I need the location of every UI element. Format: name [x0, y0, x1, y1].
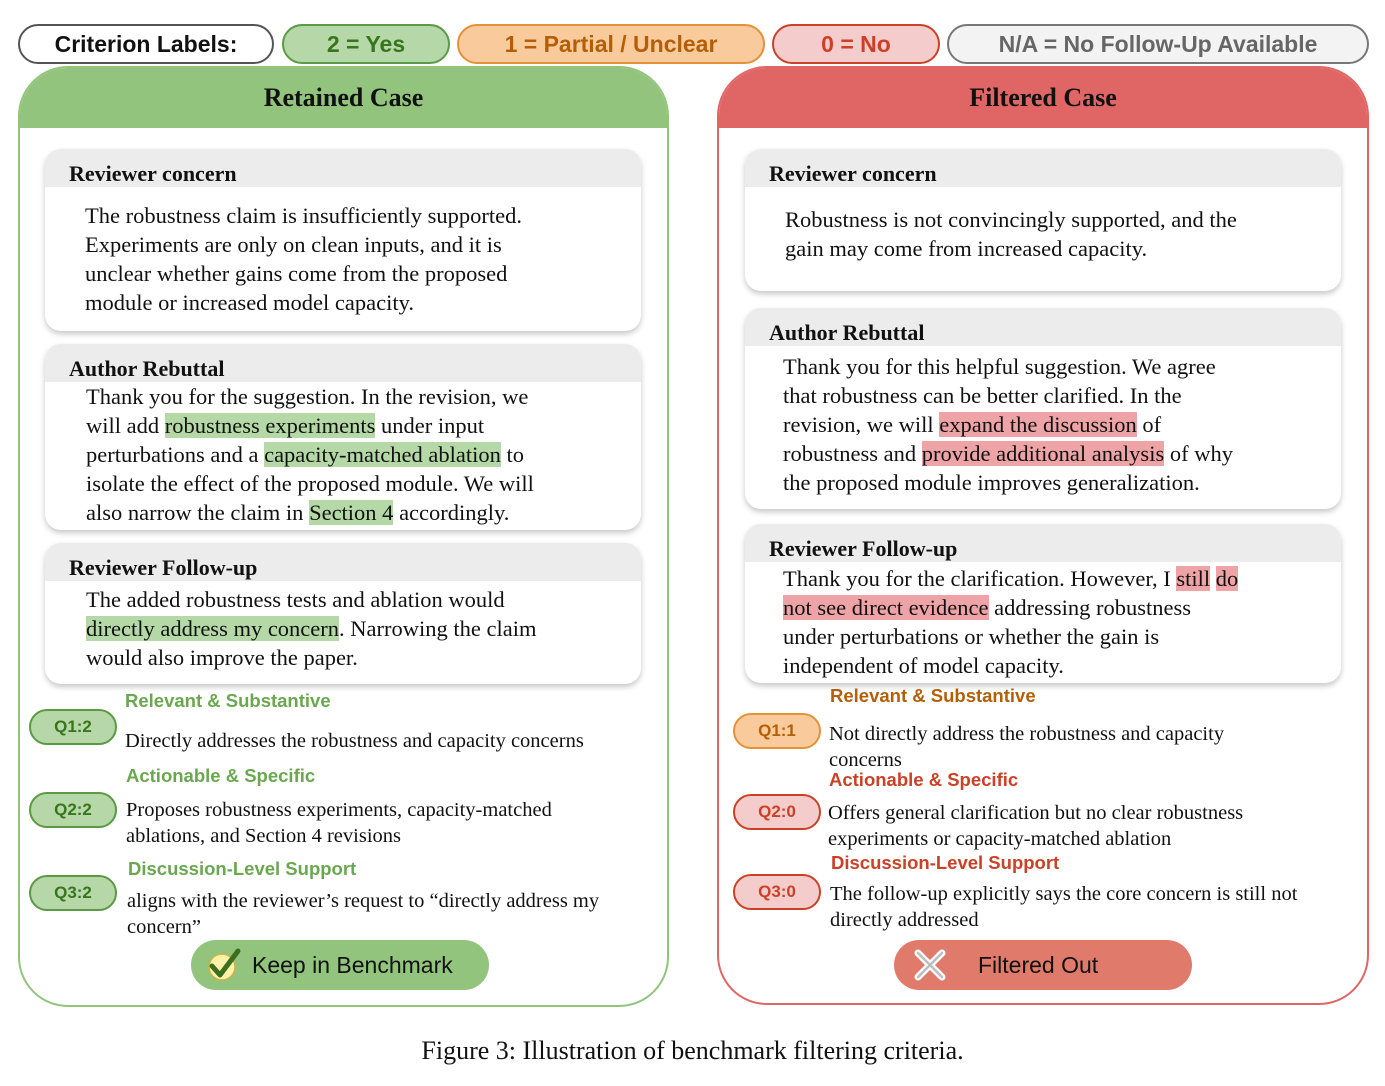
highlight-negative: provide additional analysis — [921, 441, 1165, 466]
filtered-rebuttal-heading: Author Rebuttal — [745, 308, 1341, 346]
filtered-q3-badge: Q3:0 — [733, 874, 821, 910]
retained-followup-text: The added robustness tests and ablation would directly address my concern. Narrowing the claim would also improve the paper. — [86, 587, 537, 670]
filtered-out-button — [894, 940, 1192, 990]
cross-icon — [912, 947, 948, 983]
legend-title: Criterion Labels: — [18, 24, 274, 64]
retained-followup-card — [45, 543, 641, 684]
retained-followup-heading: Reviewer Follow-up — [45, 543, 641, 581]
filtered-followup-card — [745, 524, 1341, 683]
retained-q2-badge: Q2:2 — [29, 792, 117, 828]
retained-q3-explanation: aligns with the reviewer’s request to “directly address my concern” — [127, 890, 600, 938]
retained-q1-explanation: Directly addresses the robustness and capacity concerns — [125, 730, 584, 752]
retained-q1-criterion: Relevant & Substantive — [125, 690, 331, 711]
legend-partial: 1 = Partial / Unclear — [457, 24, 765, 64]
filtered-concern-text: Robustness is not convincingly supported, and the gain may come from increased capacity. — [785, 207, 1237, 261]
legend-na: N/A = No Follow-Up Available — [947, 24, 1369, 64]
keep-in-benchmark-label: Keep in Benchmark — [252, 951, 453, 978]
retained-q3-criterion: Discussion-Level Support — [128, 858, 357, 879]
highlight-negative: not see direct evidence — [783, 595, 989, 620]
retained-rebuttal-card — [45, 344, 641, 530]
filtered-panel-title: Filtered Case — [719, 68, 1367, 128]
retained-panel-title: Retained Case — [20, 68, 667, 128]
retained-q3-badge: Q3:2 — [29, 875, 117, 911]
filtered-followup-heading: Reviewer Follow-up — [745, 524, 1341, 562]
highlight-positive: Section 4 — [309, 500, 394, 525]
retained-rebuttal-heading: Author Rebuttal — [45, 344, 641, 382]
retained-concern-heading: Reviewer concern — [45, 149, 641, 187]
retained-q2-explanation: Proposes robustness experiments, capacity-matched ablations, and Section 4 revisions — [126, 799, 552, 847]
filtered-q2-explanation: Offers general clarification but no clear robustness experiments or capacity-matched ablation — [828, 802, 1244, 850]
filtered-q1-badge: Q1:1 — [733, 713, 821, 749]
filtered-rebuttal-text: Thank you for this helpful suggestion. We agree that robustness can be better clarified. In the revision, we will expand the discussion of robustness and provide additional analysis of why the proposed module improves generalization. — [783, 354, 1233, 495]
filtered-q3-explanation: The follow-up explicitly says the core concern is still not directly addressed — [830, 883, 1298, 931]
filtered-q1-explanation: Not directly address the robustness and capacity concerns — [829, 723, 1225, 771]
figure-caption: Figure 3: Illustration of benchmark filtering criteria. — [421, 1036, 964, 1065]
checkmark-icon — [205, 947, 241, 983]
filtered-rebuttal-card — [745, 308, 1341, 509]
filtered-concern-heading: Reviewer concern — [745, 149, 1341, 187]
filtered-q2-criterion: Actionable & Specific — [829, 769, 1019, 790]
retained-concern-text: The robustness claim is insufficiently supported. Experiments are only on clean inputs, and it is unclear whether gains come from the proposed module or increased model capacity. — [85, 203, 523, 315]
legend-yes: 2 = Yes — [282, 24, 450, 64]
keep-in-benchmark-button — [191, 940, 489, 990]
filtered-concern-card — [745, 149, 1341, 291]
highlight-positive: directly address my concern — [86, 616, 340, 641]
highlight-negative: do — [1215, 566, 1239, 591]
filtered-followup-text: Thank you for the clarification. However, I still do not see direct evidence addressing robustness under perturbations or whether the gain is independent of model capacity. — [783, 566, 1239, 678]
legend-no: 0 = No — [772, 24, 940, 64]
filtered-q3-criterion: Discussion-Level Support — [831, 852, 1060, 873]
retained-q1-badge: Q1:2 — [29, 709, 117, 745]
highlight-negative: expand the discussion — [939, 412, 1137, 437]
highlight-positive: capacity-matched ablation — [264, 442, 501, 467]
retained-q2-criterion: Actionable & Specific — [126, 765, 316, 786]
retained-rebuttal-text: Thank you for the suggestion. In the revision, we will add robustness experiments under input perturbations and a capacity-matched ablation to isolate the effect of the proposed module. We will also narrow the claim in Section 4 accordingly. — [86, 384, 534, 525]
filtered-out-label: Filtered Out — [978, 951, 1099, 978]
retained-concern-card — [45, 149, 641, 331]
highlight-negative: still — [1176, 566, 1211, 591]
filtered-q1-criterion: Relevant & Substantive — [830, 685, 1036, 706]
filtered-q2-badge: Q2:0 — [733, 794, 821, 830]
highlight-positive: robustness experiments — [164, 413, 376, 438]
